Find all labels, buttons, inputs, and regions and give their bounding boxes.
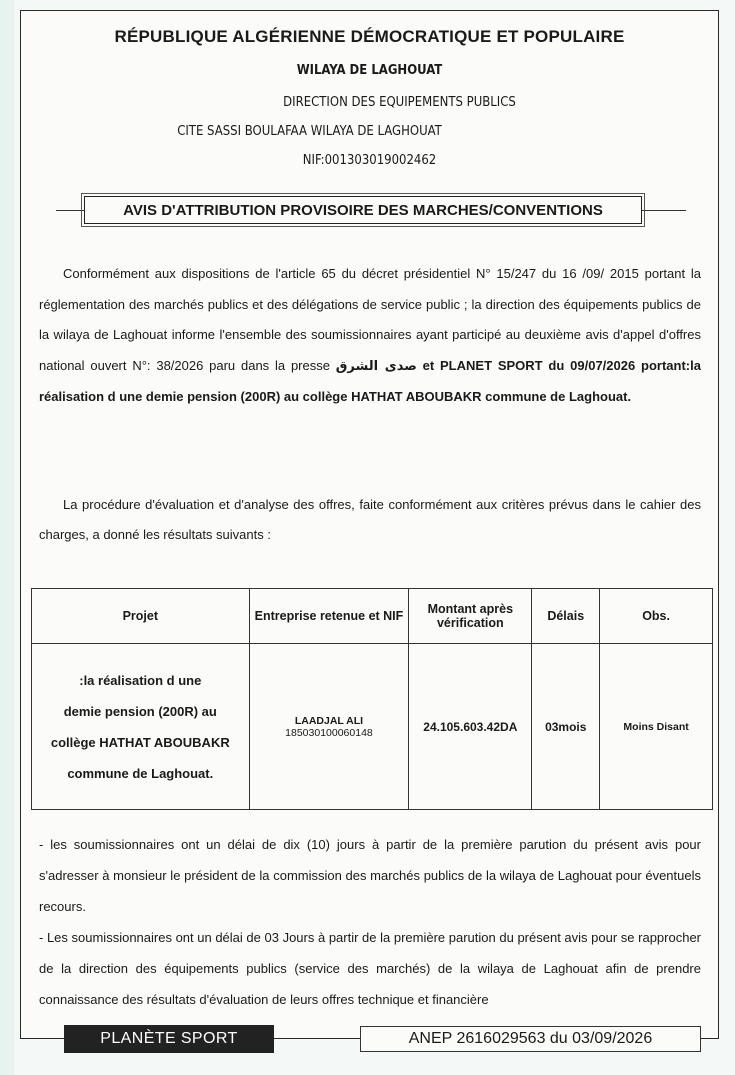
cell-obs: Moins Disant [600,644,713,810]
consultation-text: - Les soumissionnaires ont un délai de 03 Jours à partir de la première parution du présent avis pour se rapprocher de la direction des équipements publics (service des marchés) de la wilaya de Laghouat afin de prendre connaissance des résultats d'évaluation de leurs offres technique et financière [39,930,701,1007]
intro-text-b: et PLANET SPORT du 09/07/2026 portant: [422,357,691,373]
projet-line: :la réalisation d une [79,672,202,688]
intro-paragraph [39,259,701,413]
header-entreprise: Entreprise retenue et NIF [249,589,409,644]
cell-delais: 03mois [532,644,600,810]
republic-title: RÉPUBLIQUE ALGÉRIENNE DÉMOCRATIQUE ET POPULAIRE [114,27,625,46]
cell-entreprise [249,644,409,810]
wilaya-line: WILAYA DE LAGHOUAT [296,63,443,78]
header-montant: Montant après vérification [409,589,532,644]
projet-line: collège HATHAT ABOUBAKR [50,734,230,750]
nif-line: NIF:001303019002462 [302,153,437,168]
direction-line: DIRECTION DES EQUIPEMENTS PUBLICS [283,95,516,110]
intro-text: Conformément aux dispositions de l'article 65 du décret présidentiel N° 15/247 du 16 /09/ 2015 portant la réglementation des marchés publics et des délégations de service public ; la direction des équipements publics de la wilaya de Laghouat informe l'ensemble des soumissionnaires ayant participé au deuxième avis d'appel d'offres national ouvert N°: 38/2026 paru dans la presse [39,266,701,373]
recourse-paragraph [39,829,701,1015]
header-obs: Obs. [600,589,713,644]
table-row [32,644,713,810]
header-projet: Projet [32,589,250,644]
project-description: la réalisation d une demie pension (200R) au collège HATHAT ABOUBAKR commune de Laghouat. [39,357,701,404]
publication-label: PLANÈTE SPORT [64,1025,274,1053]
arabic-newspaper: صدى الشرق [335,358,417,374]
results-table [31,588,713,810]
cell-projet [32,644,250,810]
recourse-text: - les soumissionnaires ont un délai de dix (10) jours à partir de la première parution du présent avis pour s'adresser à monsieur le président de la commission des marchés publics de la wilaya de Laghouat pour éventuels recours. [39,837,701,914]
entreprise-name: LAADJAL ALI [294,714,364,727]
page-margin-strip [0,0,14,1075]
table-header-row [32,589,713,644]
projet-line: commune de Laghouat. [67,765,214,781]
projet-line: demie pension (200R) au [63,703,217,719]
header-delais: Délais [532,589,600,644]
notice-page [20,10,719,1039]
cell-montant: 24.105.603.42DA [409,644,532,810]
cite-line: CITE SASSI BOULAFAA WILAYA DE LAGHOUAT [177,124,442,139]
anep-reference: ANEP 2616029563 du 03/09/2026 [360,1026,701,1052]
evaluation-paragraph [39,490,701,550]
notice-title: AVIS D'ATTRIBUTION PROVISOIRE DES MARCHES/CONVENTIONS [84,196,642,224]
evaluation-text: La procédure d'évaluation et d'analyse des offres, faite conformément aux critères prévus dans le cahier des charges, a donné les résultats suivants : [39,497,701,542]
entreprise-nif: 185030100060148 [285,726,373,739]
